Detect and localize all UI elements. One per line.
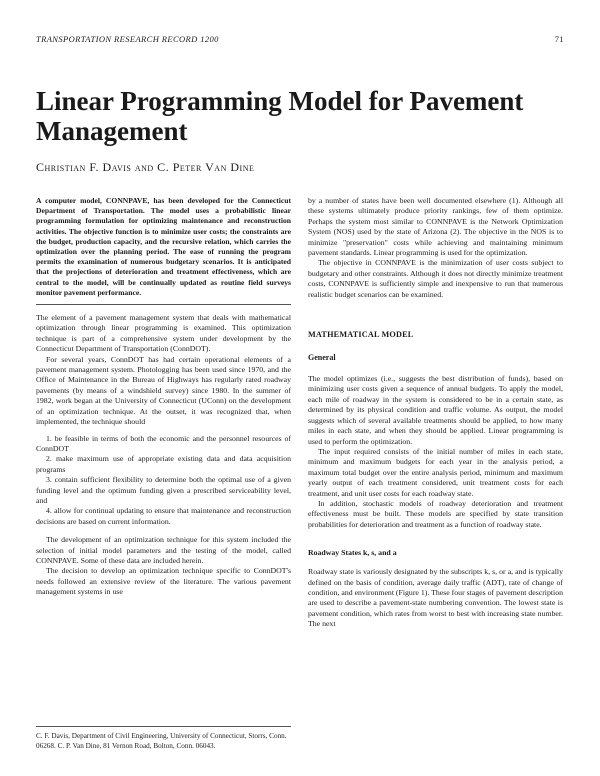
requirements-list <box>36 434 291 528</box>
author-footnote: C. F. Davis, Department of Civil Engineering, University of Connecticut, Storrs, Conn. 06268. C. P. Van Dine, 81 Vernon Road, Bolton, Conn. 06043. <box>36 726 291 751</box>
journal-name: TRANSPORTATION RESEARCH RECORD 1200 <box>36 34 219 44</box>
list-item: 3. contain sufficient flexibility to determine both the optimal use of a given funding level and the optimum funding given a prescribed serviceability level, and <box>36 475 291 505</box>
paragraph: Roadway state is variously designated by the subscripts k, s, or a, and is typically defined on the basis of condition, average daily traffic (ADT), rate of change of condition, and environment (Figure 1). These four stages of pavement description are used to describe a pavement-state numbering convention. The lowest state is pavement condition, which rates from worst to best with increasing state number. The next <box>308 567 563 629</box>
right-column <box>308 196 563 630</box>
list-item: 1. be feasible in terms of both the economic and the personnel resources of ConnDOT <box>36 433 291 453</box>
list-item: 2. make maximum use of appropriate existing data and data acquisition programs <box>36 454 291 474</box>
paragraph: The objective in CONNPAVE is the minimization of user costs subject to budgetary and other constraints. Although it does not directly minimize treatment costs, CONNPAVE is sufficiently simple and inexpensive to run that numerous realistic budget scenarios can be examined. <box>308 258 563 299</box>
left-column <box>36 196 291 598</box>
section-heading: MATHEMATICAL MODEL <box>308 330 414 340</box>
paragraph: For several years, ConnDOT has had certain operational elements of a pavement management system. Photologging has been used since 1970, and the Office of Maintenance in the Bureau of Highways has regularly rated roadway pavements (by means of a windshield survey) since 1980. In the summer of 1982, work began at the University of Connecticut (UConn) on the development of an optimization technique. At the outset, it was recognized that, when implemented, the technique should <box>36 354 291 427</box>
page-number: 71 <box>554 34 564 44</box>
subsection-heading: General <box>308 353 336 363</box>
list-item: 4. allow for continual updating to ensure that maintenance and reconstruction decisions are based on current information. <box>36 506 291 526</box>
paper-title: Linear Programming Model for Pavement Management <box>36 86 524 146</box>
paragraph: The input required consists of the initial number of miles in each state, minimum and maximum budgets for each year in the analysis period, a maximum total budget over the entire analysis period, minimum and maximum yearly output of each treatment considered, unit treatment costs for each treatment, and unit user costs for each roadway state. <box>308 446 563 498</box>
running-header <box>36 34 564 48</box>
paragraph: The model optimizes (i.e., suggests the best distribution of funds), based on minimizing user costs given a sequence of annual budgets. To apply the model, each mile of roadway in the system is considered to be in a certain state, as determined by its physical condition and traffic volume. As output, the model suggests which of several available treatments should be applied, to how many miles in each state, and when they should be applied. Linear programming is used to perform the optimization. <box>308 374 563 446</box>
paragraph: The element of a pavement management system that deals with mathematical optimization through linear programming is examined. This optimization technique is part of a comprehensive system under development by the Connecticut Department of Transportation (ConnDOT). <box>36 313 291 354</box>
paragraph: In addition, stochastic models of roadway deterioration and treatment effectiveness must be built. These models are specified by state transition probabilities for deterioration and treatment as a function of roadway state. <box>308 498 563 529</box>
paragraph: The decision to develop an optimization technique specific to ConnDOT's needs followed an extensive review of the literature. The various pavement management systems in use <box>36 566 291 597</box>
authors: Christian F. Davis and C. Peter Van Dine <box>36 160 255 174</box>
abstract-divider <box>36 304 291 305</box>
abstract: A computer model, CONNPAVE, has been developed for the Connecticut Department of Transportation. The model uses a probabilistic linear programming formulation for optimizing maintenance and reconstruction activities. The objective function is to minimize user costs; the constraints are the budget, production capacity, and the recursive relation, which carries the optimization over the planning period. The ease of running the program permits the examination of numerous budgetary scenarios. It is anticipated that the projections of deterioration and treatment effectiveness, which are central to the model, will be continually updated as routine field surveys monitor pavement performance. <box>36 196 291 297</box>
paragraph: The development of an optimization technique for this system included the selection of initial model parameters and the testing of the model, called CONNPAVE. Some of these data are included herein. <box>36 535 291 565</box>
subsubsection-heading: Roadway States k, s, and a <box>308 548 397 558</box>
paragraph: by a number of states have been well documented elsewhere (1). Although all these systems ultimately produce priority rankings, few of them optimize. Perhaps the system most similar to CONNPAVE is the Network Optimization System (NOS) used by the state of Arizona (2). The objective in the NOS is to minimize "preservation" costs while achieving and maintaining minimum pavement standards. Linear programming is used for the optimization. <box>308 196 563 258</box>
